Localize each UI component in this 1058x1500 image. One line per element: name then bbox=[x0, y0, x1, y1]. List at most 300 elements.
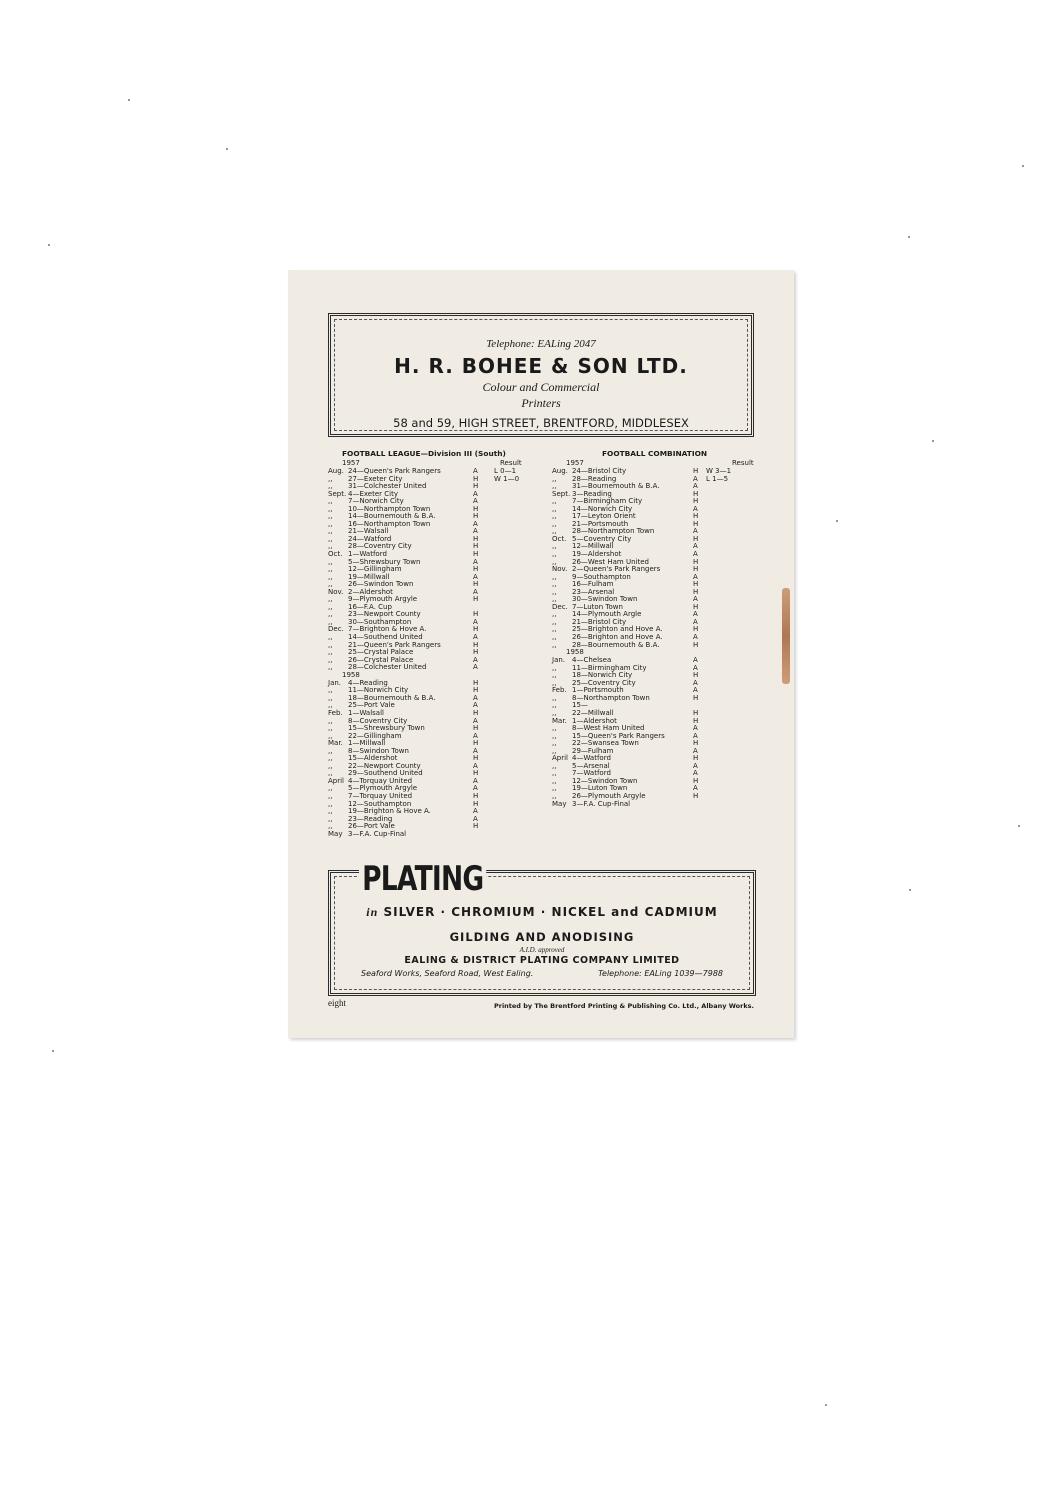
fixture-month: Nov. bbox=[328, 587, 344, 596]
fixture-result: L 1—5 bbox=[706, 474, 729, 483]
fixture-month: ,, bbox=[552, 746, 557, 755]
fixture-opponent: 22—Newport County bbox=[348, 761, 421, 770]
fixture-result: W 3—1 bbox=[706, 467, 732, 475]
fixture-opponent: 30—Swindon Town bbox=[572, 595, 638, 604]
fixture-venue: A bbox=[693, 482, 698, 491]
fixture-opponent: 18—Bournemouth & B.A. bbox=[348, 693, 436, 702]
fixture-month: ,, bbox=[328, 799, 333, 808]
fixture-opponent: 1—Portsmouth bbox=[572, 686, 624, 695]
fixture-month: Sept. bbox=[328, 489, 347, 498]
fixture-opponent: 14—Southend United bbox=[348, 633, 423, 642]
fixture-opponent: 5—Plymouth Argyle bbox=[348, 784, 418, 793]
fixture-venue: H bbox=[693, 565, 699, 574]
fixture-opponent: 7—Torquay United bbox=[348, 791, 413, 800]
fixture-venue: A bbox=[473, 731, 478, 740]
plating-in: in bbox=[366, 905, 379, 919]
fixture-venue: H bbox=[473, 474, 479, 483]
fixture-venue: H bbox=[473, 504, 479, 513]
fixture-result: L 0—1 bbox=[494, 467, 517, 475]
fixture-opponent: 3—Reading bbox=[572, 489, 612, 498]
fixture-opponent: 11—Birmingham City bbox=[572, 663, 647, 672]
fixture-opponent: 28—Northampton Town bbox=[572, 527, 655, 536]
fixture-row bbox=[328, 831, 528, 839]
plating-metals: SILVER · CHROMIUM · NICKEL and CADMIUM bbox=[383, 905, 718, 919]
scan-speck bbox=[52, 1050, 54, 1052]
fixture-opponent: 8—Northampton Town bbox=[572, 693, 650, 702]
fixture-opponent: 11—Norwich City bbox=[348, 686, 409, 695]
fixture-month: ,, bbox=[552, 693, 557, 702]
fixture-row bbox=[552, 642, 756, 650]
fixture-venue: A bbox=[693, 572, 698, 581]
fixture-venue: A bbox=[693, 617, 698, 626]
fixture-venue: H bbox=[693, 754, 699, 763]
fixture-venue: A bbox=[473, 746, 478, 755]
programme-page bbox=[288, 270, 794, 1038]
fixture-opponent: 1—Millwall bbox=[348, 739, 386, 748]
season-year: 1958 bbox=[342, 670, 360, 679]
fixture-month: ,, bbox=[328, 557, 333, 566]
fixture-opponent: 27—Exeter City bbox=[348, 474, 403, 483]
scan-speck bbox=[1018, 825, 1020, 827]
fixture-venue: H bbox=[693, 671, 699, 680]
fixture-venue: H bbox=[473, 769, 479, 778]
fixture-venue: A bbox=[473, 807, 478, 816]
fixture-venue: H bbox=[473, 648, 479, 657]
fixture-opponent: 24—Bristol City bbox=[572, 467, 627, 475]
fixture-opponent: 5—Shrewsbury Town bbox=[348, 557, 421, 566]
fixture-venue: H bbox=[693, 716, 699, 725]
fixture-month: ,, bbox=[552, 791, 557, 800]
fixture-month: ,, bbox=[328, 663, 333, 672]
fixture-month: ,, bbox=[552, 671, 557, 680]
fixture-opponent: 8—Coventry City bbox=[348, 716, 408, 725]
fixture-opponent: 14—Plymouth Argle bbox=[572, 610, 642, 619]
fixture-opponent: 4—Watford bbox=[572, 754, 611, 763]
fixture-month: ,, bbox=[328, 527, 333, 536]
fixture-opponent: 21—Walsall bbox=[348, 527, 389, 536]
fixture-month: Jan. bbox=[552, 656, 566, 665]
fixture-opponent: 12—Swindon Town bbox=[572, 776, 638, 785]
fixture-month: ,, bbox=[552, 504, 557, 513]
advert-address: 58 and 59, HIGH STREET, BRENTFORD, MIDDLESEX bbox=[393, 416, 689, 430]
scan-speck bbox=[226, 148, 228, 150]
fixture-venue: A bbox=[473, 655, 478, 664]
fixture-month: ,, bbox=[328, 701, 333, 710]
fixture-month: ,, bbox=[328, 633, 333, 642]
fixture-month: Dec. bbox=[328, 625, 344, 634]
fixture-opponent: 7—Luton Town bbox=[572, 602, 623, 611]
fixture-venue: H bbox=[693, 557, 699, 566]
scan-speck bbox=[48, 244, 50, 246]
fixture-venue: H bbox=[473, 822, 479, 831]
fixture-opponent: 17—Leyton Orient bbox=[572, 512, 636, 521]
fixture-venue: A bbox=[693, 527, 698, 536]
fixture-opponent: 16—F.A. Cup bbox=[348, 602, 392, 611]
fixture-opponent: 26—Brighton and Hove A. bbox=[572, 633, 663, 642]
fixture-opponent: 28—Coventry City bbox=[348, 542, 412, 551]
fixture-opponent: 7—Watford bbox=[572, 769, 611, 778]
fixture-month: ,, bbox=[328, 693, 333, 702]
fixture-venue: H bbox=[473, 724, 479, 733]
fixture-opponent: 21—Queen's Park Rangers bbox=[348, 640, 441, 649]
fixture-venue: H bbox=[693, 512, 699, 521]
fixture-month: ,, bbox=[328, 617, 333, 626]
fixture-month: ,, bbox=[328, 761, 333, 770]
fixture-month: ,, bbox=[328, 497, 333, 506]
fixture-venue: A bbox=[473, 761, 478, 770]
fixture-month: ,, bbox=[328, 746, 333, 755]
fixture-month: Oct. bbox=[328, 550, 343, 559]
fixture-month: ,, bbox=[328, 648, 333, 657]
fixture-opponent: 4—Reading bbox=[348, 678, 388, 687]
fixture-venue: A bbox=[693, 769, 698, 778]
fixture-venue: H bbox=[473, 708, 479, 717]
fixture-month: ,, bbox=[552, 617, 557, 626]
fixture-opponent: 1—Watford bbox=[348, 550, 387, 559]
fixture-opponent: 18—Norwich City bbox=[572, 671, 633, 680]
fixture-month: ,, bbox=[552, 663, 557, 672]
fixture-month: Aug. bbox=[328, 467, 344, 475]
fixture-venue: H bbox=[693, 625, 699, 634]
fixture-month: ,, bbox=[552, 542, 557, 551]
fixture-opponent: 22—Millwall bbox=[572, 708, 614, 717]
fixture-venue: H bbox=[473, 791, 479, 800]
fixture-month: ,, bbox=[552, 527, 557, 536]
plating-works-address: Seaford Works, Seaford Road, West Ealing. bbox=[361, 969, 534, 978]
fixture-opponent: 19—Aldershot bbox=[572, 550, 622, 559]
fixture-opponent: 4—Chelsea bbox=[572, 656, 612, 665]
fixture-month: ,, bbox=[328, 640, 333, 649]
season-year: 1958 bbox=[566, 648, 584, 657]
fixture-venue: H bbox=[473, 640, 479, 649]
fixture-venue: A bbox=[473, 489, 478, 498]
fixture-venue: H bbox=[473, 542, 479, 551]
fixture-opponent: 12—Gillingham bbox=[348, 565, 402, 574]
fixture-month: ,, bbox=[552, 640, 557, 649]
fixture-opponent: 4—Exeter City bbox=[348, 489, 398, 498]
fixture-opponent: 25—Brighton and Hove A. bbox=[572, 625, 663, 634]
fixture-month: ,, bbox=[552, 557, 557, 566]
fixture-venue: A bbox=[473, 587, 478, 596]
fixture-venue: H bbox=[693, 534, 699, 543]
fixture-opponent: 19—Millwall bbox=[348, 572, 390, 581]
fixture-venue: H bbox=[473, 625, 479, 634]
fixture-opponent: 29—Fulham bbox=[572, 746, 614, 755]
fixture-venue: H bbox=[473, 550, 479, 559]
fixture-month: May bbox=[328, 829, 343, 838]
fixture-venue: A bbox=[693, 656, 698, 665]
fixture-venue: A bbox=[693, 610, 698, 619]
fixture-opponent: 3—F.A. Cup-Final bbox=[572, 799, 631, 808]
fixture-month: April bbox=[552, 754, 568, 763]
advert-telephone: Telephone: EALing 2047 bbox=[486, 338, 596, 350]
fixture-opponent: 5—Arsenal bbox=[572, 761, 610, 770]
fixture-month: ,, bbox=[328, 482, 333, 491]
fixture-month: ,, bbox=[552, 474, 557, 483]
fixture-month: ,, bbox=[552, 701, 557, 710]
season-year: 1957 bbox=[566, 459, 584, 467]
fixture-opponent: 22—Swansea Town bbox=[572, 739, 639, 748]
fixture-opponent: 12—Southampton bbox=[348, 799, 412, 808]
fixture-month: ,, bbox=[328, 686, 333, 695]
fixture-month: ,, bbox=[552, 761, 557, 770]
fixture-month: ,, bbox=[552, 519, 557, 528]
fixture-opponent: 5—Coventry City bbox=[572, 534, 632, 543]
fixture-month: ,, bbox=[328, 534, 333, 543]
fixture-opponent: 31—Colchester United bbox=[348, 482, 427, 491]
fixture-venue: A bbox=[693, 761, 698, 770]
fixture-month: ,, bbox=[328, 807, 333, 816]
fixture-opponent: 14—Bournemouth & B.A. bbox=[348, 512, 436, 521]
fixture-month: Oct. bbox=[552, 534, 567, 543]
fixture-opponent: 19—Luton Town bbox=[572, 784, 628, 793]
fixture-venue: H bbox=[473, 610, 479, 619]
fixture-venue: H bbox=[693, 489, 699, 498]
league-result-header: Result bbox=[500, 459, 522, 467]
fixture-venue: H bbox=[473, 739, 479, 748]
fixture-opponent: 10—Northampton Town bbox=[348, 504, 431, 513]
fixture-opponent: 16—Northampton Town bbox=[348, 519, 431, 528]
fixture-venue: H bbox=[693, 602, 699, 611]
fixture-opponent: 7—Norwich City bbox=[348, 497, 404, 506]
fixture-opponent: 2—Queen's Park Rangers bbox=[572, 565, 661, 574]
scan-speck bbox=[836, 520, 838, 522]
fixture-opponent: 26—Plymouth Argyle bbox=[572, 791, 646, 800]
fixture-opponent: 28—Colchester United bbox=[348, 663, 427, 672]
fixture-row bbox=[328, 664, 528, 672]
season-year: 1957 bbox=[342, 459, 360, 467]
fixture-opponent: 23—Newport County bbox=[348, 610, 421, 619]
fixture-venue: H bbox=[693, 519, 699, 528]
fixture-venue: A bbox=[473, 557, 478, 566]
fixture-opponent: 2—Aldershot bbox=[348, 587, 393, 596]
fixture-month: ,, bbox=[552, 739, 557, 748]
fixture-month: ,, bbox=[552, 776, 557, 785]
fixture-venue: H bbox=[693, 467, 699, 475]
fixture-venue: A bbox=[693, 595, 698, 604]
fixture-venue: A bbox=[693, 746, 698, 755]
fixture-venue: A bbox=[473, 716, 478, 725]
fixture-month: ,, bbox=[328, 504, 333, 513]
fixture-venue: A bbox=[693, 678, 698, 687]
fixture-opponent: 24—Queen's Park Rangers bbox=[348, 467, 441, 475]
fixture-month: ,, bbox=[552, 678, 557, 687]
combination-fixture-list bbox=[552, 460, 756, 808]
fixture-venue: A bbox=[473, 776, 478, 785]
fixture-venue: A bbox=[473, 784, 478, 793]
fixture-month: ,, bbox=[552, 572, 557, 581]
fixture-month: ,, bbox=[552, 595, 557, 604]
fixture-month: Sept. bbox=[552, 489, 571, 498]
fixture-opponent: 15—Aldershot bbox=[348, 754, 398, 763]
fixture-month: May bbox=[552, 799, 567, 808]
fixture-month: ,, bbox=[328, 595, 333, 604]
plating-approval: A.I.D. approved bbox=[519, 946, 565, 954]
fixture-venue: A bbox=[693, 663, 698, 672]
fixture-venue: H bbox=[693, 580, 699, 589]
fixture-month: ,, bbox=[328, 724, 333, 733]
fixture-venue: H bbox=[693, 693, 699, 702]
fixture-opponent: 29—Southend United bbox=[348, 769, 423, 778]
fixture-month: ,, bbox=[552, 610, 557, 619]
fixture-month: ,, bbox=[552, 708, 557, 717]
fixture-month: ,, bbox=[328, 542, 333, 551]
fixture-opponent: 7—Brighton & Hove A. bbox=[348, 625, 427, 634]
fixture-venue: A bbox=[473, 693, 478, 702]
plating-telephone: Telephone: EALing 1039—7988 bbox=[598, 969, 723, 978]
fixture-opponent: 14—Norwich City bbox=[572, 504, 633, 513]
fixture-venue: H bbox=[473, 799, 479, 808]
fixture-venue: A bbox=[693, 504, 698, 513]
printer-credit: Printed by The Brentford Printing & Publishing Co. Ltd., Albany Works. bbox=[493, 1002, 754, 1010]
fixture-venue: H bbox=[473, 482, 479, 491]
fixture-opponent: 15— bbox=[572, 701, 588, 710]
fixture-opponent: 3—F.A. Cup-Final bbox=[348, 829, 407, 838]
fixture-venue: A bbox=[693, 474, 698, 483]
fixture-venue: A bbox=[473, 663, 478, 672]
fixture-opponent: 1—Aldershot bbox=[572, 716, 617, 725]
fixture-venue: H bbox=[693, 497, 699, 506]
fixture-month: Mar. bbox=[552, 716, 567, 725]
advert-company-name: H. R. BOHEE & SON LTD. bbox=[394, 354, 688, 378]
scan-speck bbox=[1022, 165, 1024, 167]
fixture-venue: A bbox=[693, 686, 698, 695]
fixture-opponent: 23—Arsenal bbox=[572, 587, 615, 596]
fixture-month: ,, bbox=[328, 731, 333, 740]
fixture-month: ,, bbox=[552, 784, 557, 793]
fixture-opponent: 26—Swindon Town bbox=[348, 580, 414, 589]
fixture-venue: H bbox=[473, 512, 479, 521]
fixture-month: ,, bbox=[328, 580, 333, 589]
fixture-opponent: 9—Southampton bbox=[572, 572, 631, 581]
edge-stain bbox=[782, 588, 790, 684]
fixture-month: ,, bbox=[552, 580, 557, 589]
fixture-month: ,, bbox=[328, 716, 333, 725]
fixture-venue: A bbox=[473, 617, 478, 626]
fixture-month: ,, bbox=[328, 572, 333, 581]
fixture-venue: A bbox=[693, 724, 698, 733]
league-fixture-list bbox=[328, 460, 528, 838]
plating-contact-line bbox=[361, 969, 723, 978]
fixture-venue: A bbox=[473, 519, 478, 528]
fixture-opponent: 1—Walsall bbox=[348, 708, 384, 717]
fixture-opponent: 12—Millwall bbox=[572, 542, 614, 551]
fixture-venue: A bbox=[473, 701, 478, 710]
fixture-opponent: 28—Reading bbox=[572, 474, 617, 483]
fixture-opponent: 8—West Ham United bbox=[572, 724, 645, 733]
fixture-month: ,, bbox=[328, 791, 333, 800]
fixture-opponent: 28—Bournemouth & B.A. bbox=[572, 640, 660, 649]
combination-title: FOOTBALL COMBINATION bbox=[602, 449, 708, 458]
fixture-month: ,, bbox=[552, 512, 557, 521]
fixture-month: Nov. bbox=[552, 565, 568, 574]
fixture-venue: A bbox=[473, 814, 478, 823]
fixture-month: ,, bbox=[328, 565, 333, 574]
fixture-month: ,, bbox=[328, 814, 333, 823]
fixture-opponent: 21—Portsmouth bbox=[572, 519, 629, 528]
fixture-venue: A bbox=[693, 784, 698, 793]
advert-subtitle-1: Colour and Commercial bbox=[482, 380, 600, 394]
fixture-month: April bbox=[328, 776, 344, 785]
fixture-month: ,, bbox=[552, 633, 557, 642]
fixture-opponent: 15—Queen's Park Rangers bbox=[572, 731, 665, 740]
fixture-month: ,, bbox=[328, 610, 333, 619]
fixture-opponent: 25—Port Vale bbox=[348, 701, 395, 710]
fixture-month: ,, bbox=[328, 655, 333, 664]
fixture-month: ,, bbox=[552, 497, 557, 506]
league-title: FOOTBALL LEAGUE—Division III (South) bbox=[342, 449, 506, 458]
fixture-row bbox=[552, 801, 756, 809]
fixture-venue: H bbox=[693, 587, 699, 596]
plating-headline: PLATING bbox=[359, 859, 487, 899]
scan-speck bbox=[128, 99, 130, 101]
fixture-month: ,, bbox=[328, 754, 333, 763]
fixture-venue: H bbox=[473, 534, 479, 543]
fixture-month: ,, bbox=[328, 474, 333, 483]
league-fixtures bbox=[328, 450, 528, 838]
bohee-advert bbox=[328, 313, 754, 437]
fixture-month: ,, bbox=[328, 602, 333, 611]
fixture-venue: A bbox=[693, 633, 698, 642]
fixture-opponent: 25—Coventry City bbox=[572, 678, 636, 687]
scan-speck bbox=[908, 236, 910, 238]
fixture-opponent: 16—Fulham bbox=[572, 580, 614, 589]
fixture-opponent: 7—Birmingham City bbox=[572, 497, 643, 506]
fixture-month: Aug. bbox=[552, 467, 568, 475]
fixture-month: Mar. bbox=[328, 739, 343, 748]
fixture-venue: A bbox=[473, 527, 478, 536]
fixture-opponent: 15—Shrewsbury Town bbox=[348, 724, 425, 733]
fixture-month: ,, bbox=[552, 625, 557, 634]
fixture-opponent: 26—West Ham United bbox=[572, 557, 649, 566]
fixture-month: ,, bbox=[328, 784, 333, 793]
fixture-venue: H bbox=[473, 565, 479, 574]
fixture-opponent: 25—Crystal Palace bbox=[348, 648, 414, 657]
plating-advert bbox=[328, 859, 756, 996]
scan-speck bbox=[932, 440, 934, 442]
fixture-opponent: 19—Brighton & Hove A. bbox=[348, 807, 431, 816]
fixture-venue: H bbox=[473, 754, 479, 763]
fixture-month: ,, bbox=[552, 550, 557, 559]
fixture-opponent: 30—Southampton bbox=[348, 617, 412, 626]
fixture-month: ,, bbox=[552, 731, 557, 740]
fixture-venue: H bbox=[693, 708, 699, 717]
plating-gilding: GILDING AND ANODISING bbox=[449, 930, 635, 944]
fixture-month: ,, bbox=[328, 519, 333, 528]
fixture-venue: A bbox=[693, 542, 698, 551]
fixture-opponent: 4—Torquay United bbox=[348, 776, 413, 785]
fixture-month: ,, bbox=[328, 512, 333, 521]
fixture-venue: H bbox=[693, 791, 699, 800]
scan-speck bbox=[909, 889, 911, 891]
fixture-month: ,, bbox=[552, 482, 557, 491]
fixture-opponent: 31—Bournemouth & B.A. bbox=[572, 482, 660, 491]
fixture-month: Feb. bbox=[328, 708, 343, 717]
fixture-venue: H bbox=[693, 739, 699, 748]
fixture-venue: H bbox=[693, 776, 699, 785]
fixture-result: W 1—0 bbox=[494, 474, 520, 483]
fixture-month: ,, bbox=[328, 822, 333, 831]
fixture-venue: A bbox=[473, 467, 478, 475]
scan-speck bbox=[825, 1404, 827, 1406]
fixture-venue: H bbox=[473, 686, 479, 695]
fixture-month: ,, bbox=[552, 769, 557, 778]
plating-company: EALING & DISTRICT PLATING COMPANY LIMITED bbox=[404, 955, 680, 966]
fixture-month: ,, bbox=[328, 769, 333, 778]
fixture-month: Dec. bbox=[552, 602, 568, 611]
fixture-opponent: 26—Crystal Palace bbox=[348, 655, 414, 664]
fixture-venue: A bbox=[473, 572, 478, 581]
